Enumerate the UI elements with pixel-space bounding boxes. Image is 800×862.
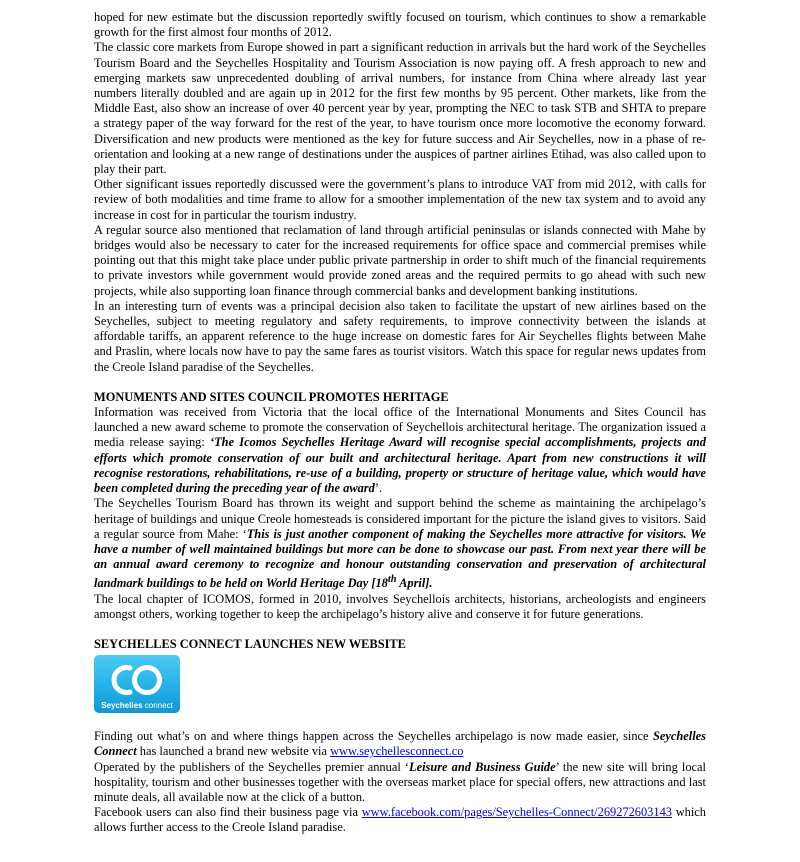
section-spacer [94,622,706,637]
section-heading-monuments: MONUMENTS AND SITES COUNCIL PROMOTES HERITAGE [94,389,449,404]
text-run: which allows further access to the Creole Island paradise. [94,805,706,835]
paragraph: Other significant issues reportedly discussed were the government’s plans to introduce VAT from mid 2012, with calls for review of both modalities and time frame to allow for a smoother implementation of the new tax system and to avoid any increase in cost for in particular the tourism industry. [94,177,706,222]
paragraph: The classic core markets from Europe showed in part a significant reduction in arrivals but the hard work of the Seychelles Tourism Board and the Seychelles Hospitality and Tourism Association is now paying off. A fresh approach to new and emerging markets saw unprecedented doubling of arrival numbers, for instance from China where already last year numbers literally doubled and are again up in 2012 for the first few months by 95 percent. Other markets, like from the Middle East, also show an increase of over 40 percent year by year, prompting the NEC to task STB and SHTA to prepare a strategy paper of the way forward for the rest of the year, to have tourism once more locomotive the economy forward. Diversification and new products were mentioned as the key for future success and Air Seychelles, now in a phase of re-orientation and looking at a new range of destinations under the auspices of partner airlines Etihad, was also called upon to play their part. [94,40,706,177]
paragraph: A regular source also mentioned that reclamation of land through artificial peninsulas or islands connected with Mahe by bridges would also be necessary to cater for the increased requirements for office space and commercial premises while pointing out that this might take place under public private partnership in order to shift much of the financial requirements to private investors while government would provide zoned areas and the required permits to go ahead with such new projects, while also supporting loan finance through commercial banks and development banking institutions. [94,222,706,298]
facebook-page-link[interactable]: www.facebook.com/pages/Seychelles-Connect/269272603143 [361,805,672,820]
section-heading-seychelles-connect: SEYCHELLES CONNECT LAUNCHES NEW WEBSITE [94,637,406,652]
paragraph [94,760,706,806]
text-run: The Seychelles Tourism Board has thrown its weight and support behind the scheme as maintaining the archipelago’s heritage of buildings and unique Creole homesteads is considered important for the picture the island gives to visitors. Said a regular source from Mahe: ‘ [94,496,706,541]
media-release-quote: ‘The Icomos Seychelles Heritage Award will recognise special accomplishments, projects and efforts which promote conservation of our built and architectural heritage. Apart from new constructions it will recognise restorations, rehabilitations, re-use of a building, property or structure of heritage value, which would have been completed during the preceding year of the award [94,435,707,496]
paragraph [94,729,706,759]
paragraph [94,405,706,496]
section-spacer [94,375,706,390]
text-run: Information was received from Victoria that the local office of the International Monuments and Sites Council has launched a new award scheme to promote the conservation of Seychellois architectural heritage. The organization issued a media release saying: [94,405,706,450]
paragraph: hoped for new estimate but the discussion reportedly swiftly focused on tourism, which continues to show a remarkable growth for the first almost four months of 2012. [94,10,706,40]
paragraph [94,496,706,591]
logo-text-connect: connect [142,701,173,711]
text-run: April]. [396,576,433,591]
seychelles-connect-website-link[interactable]: www.seychellesconnect.co [330,744,464,759]
guide-title: Leisure and Business Guide [409,759,556,774]
superscript: th [387,574,397,586]
logo-text-seychelles: Seychelles [101,701,143,711]
text-run: This is just another component of making the Seychelles more attractive for visitors. We have a number of well maintained buildings but more can be done to showcase our past. From next year there will be an annual award ceremony to recognize and honour outstanding conservation and preservation of architectural landmark buildings to be held on World Heritage Day [18 [94,526,706,591]
text-run: ’ the new site will bring local hospitality, tourism and other businesses together with the overseas market place for special offers, new attractions and last minute deals, all available now at the click of a button. [94,759,706,805]
text-run: has launched a brand new website via [136,744,331,759]
paragraph: In an interesting turn of events was a principal decision also taken to facilitate the upstart of new airlines based on the Seychelles, subject to meeting regulatory and safety requirements, to improve connectivity between the islands at affordable tariffs, an apparent reference to the huge increase on domestic fares for Air Seychelles flights between Mahe and Praslin, where locals now have to pay the same fares as tourist visitors. Watch this space for regular news updates from the Creole Island paradise of the Seychelles. [94,298,706,374]
document-page [94,10,706,836]
logo-text [94,701,180,710]
text-run: ’. [374,481,383,496]
text-run: Operated by the publishers of the Seychelles premier annual ‘ [94,759,410,774]
seychelles-connect-logo [94,655,180,713]
text-run: Facebook users can also find their business page via [94,805,362,820]
paragraph: The local chapter of ICOMOS, formed in 2010, involves Seychellois architects, historians, archeologists and engineers amongst others, working together to keep the archipelago’s history alive and conserve it for future generations. [94,591,706,621]
paragraph [94,805,706,835]
company-name: Seychelles Connect [94,729,706,759]
text-run: Finding out what’s on and where things happen across the Seychelles archipelago is now made easier, since [94,729,653,744]
